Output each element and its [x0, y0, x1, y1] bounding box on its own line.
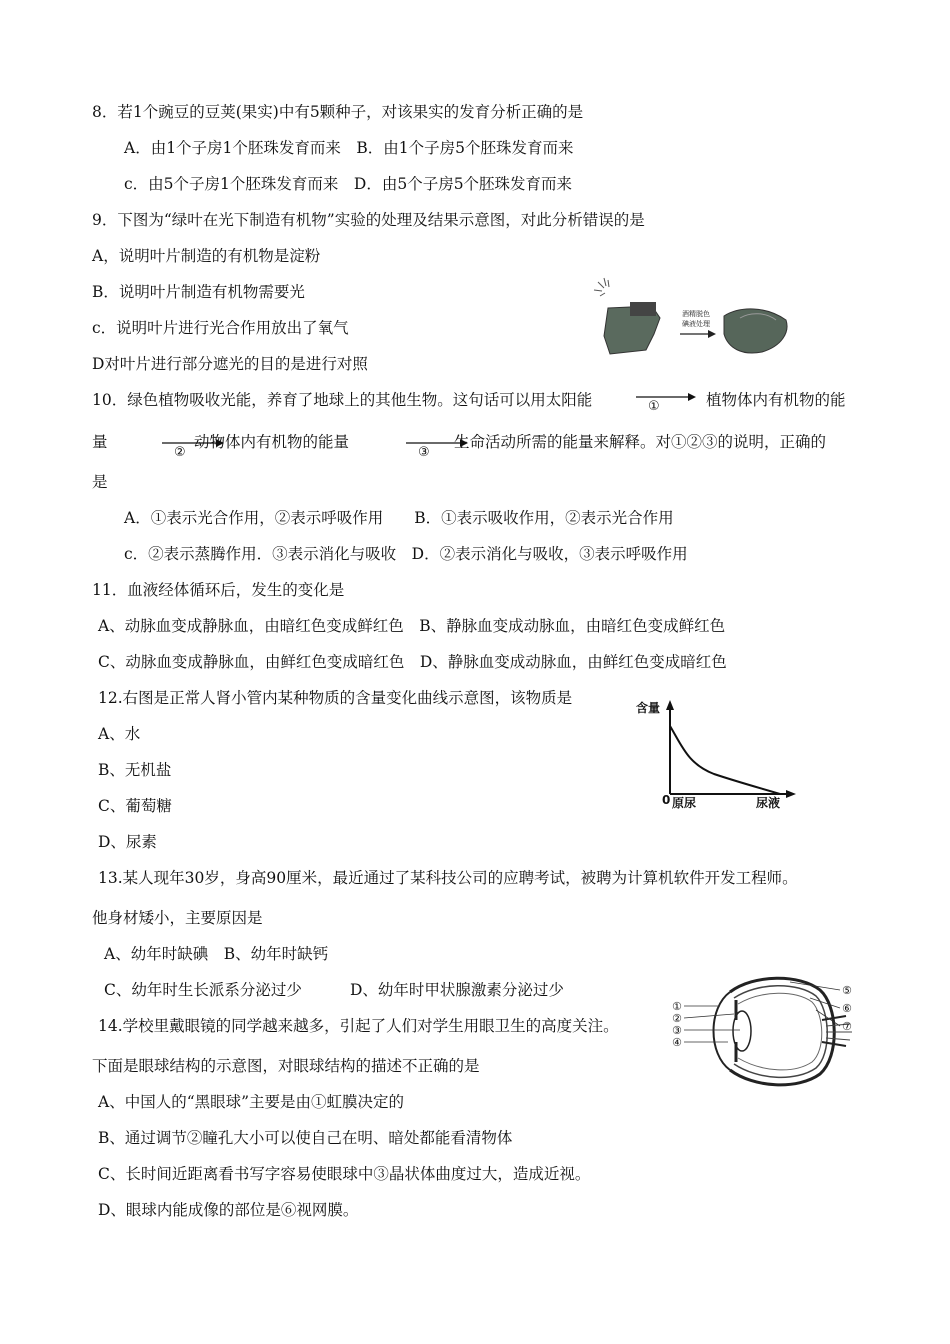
- q14-option-a: A、中国人的“黑眼球”主要是由①虹膜决定的: [98, 1093, 405, 1111]
- kidney-content-chart: [630, 694, 800, 816]
- q13-stem-line2: 他身材矮小，主要原因是: [92, 909, 263, 927]
- q10-stem-b: 植物体内有机物的能: [706, 391, 846, 409]
- q12-option-b: B、无机盐: [98, 761, 172, 779]
- eye-sclera: [730, 978, 834, 1085]
- q9-option-a: A，说明叶片制造的有机物是淀粉: [92, 247, 321, 265]
- q13-options-ab: A、幼年时缺碘 B、幼年时缺钙: [104, 945, 329, 963]
- chart-curve: [670, 726, 780, 794]
- q13-stem-line1: 13.某人现年30岁，身高90厘米，最近通过了某科技公司的应聘考试，被聘为计算机软件开发工程师。: [98, 869, 798, 887]
- q8-stem: 8．若1个豌豆的豆荚(果实)中有5颗种子，对该果实的发育分析正确的是: [92, 103, 584, 121]
- q10-stem-c: 量: [92, 433, 108, 451]
- q9-option-c: c．说明叶片进行光合作用放出了氧气: [92, 319, 349, 337]
- eye-cornea: [714, 992, 731, 1070]
- q12-stem: 12.右图是正常人肾小管内某种物质的含量变化曲线示意图，该物质是: [98, 689, 573, 707]
- eye-label-2: ②: [672, 1012, 682, 1025]
- q12-option-c: C、葡萄糖: [98, 797, 172, 815]
- figure-label-decolor: 酒精脱色: [682, 310, 710, 318]
- q10-stem-f: 是: [92, 473, 108, 491]
- q13-option-d: D、幼年时甲状腺激素分泌过少: [350, 981, 564, 999]
- q9-option-d: D对叶片进行部分遮光的目的是进行对照: [92, 355, 368, 373]
- q11-stem: 11．血液经体循环后，发生的变化是: [92, 581, 345, 599]
- q14-option-d: D、眼球内能成像的部位是⑥视网膜。: [98, 1201, 359, 1219]
- figure-label-iodine: 碘液处理: [682, 320, 710, 328]
- q9-option-b: B．说明叶片制造有机物需要光: [92, 283, 305, 301]
- eye-label-7: ⑦: [842, 1020, 852, 1033]
- q10-stem-e: 生命活动所需的能量来解释。对①②③的说明，正确的: [454, 433, 827, 451]
- q8-options-ab: A．由1个子房1个胚珠发育而来 B．由1个子房5个胚珠发育而来: [124, 139, 574, 157]
- q14-option-b: B、通过调节②瞳孔大小可以使自己在明、暗处都能看清物体: [98, 1129, 513, 1147]
- q11-options-ab: A、动脉血变成静脉血，由暗红色变成鲜红色 B、静脉血变成动脉血，由暗红色变成鲜红色: [98, 617, 726, 635]
- arrow-1-label: ①: [648, 399, 660, 412]
- q10-stem-a: 10．绿色植物吸收光能，养育了地球上的其他生物。这句话可以用太阳能: [92, 391, 593, 409]
- eye-label-1: ①: [672, 1000, 682, 1013]
- arrow-3-label: ③: [418, 445, 430, 458]
- eyeball-diagram: [670, 970, 860, 1092]
- q13-option-c: C、幼年时生长派系分泌过少: [104, 981, 302, 999]
- q10-options-ab: A．①表示光合作用，②表示呼吸作用 B．①表示吸收作用，②表示光合作用: [124, 509, 674, 527]
- arrow-1: [634, 388, 698, 412]
- q14-option-c: C、长时间近距离看书写字容易使眼球中③晶状体曲度过大，造成近视。: [98, 1165, 591, 1183]
- q14-stem-line1: 14.学校里戴眼镜的同学越来越多，引起了人们对学生用眼卫生的高度关注。: [98, 1017, 619, 1035]
- q11-options-cd: C、动脉血变成静脉血，由鲜红色变成暗红色 D、静脉血变成动脉血，由鲜红色变成暗红色: [98, 653, 727, 671]
- eye-lens: [733, 1011, 751, 1051]
- eye-label-4: ④: [672, 1036, 682, 1049]
- q12-option-a: A、水: [98, 725, 141, 743]
- eye-label-6: ⑥: [842, 1002, 852, 1015]
- eye-label-5: ⑤: [842, 984, 852, 997]
- q8-options-cd: c．由5个子房1个胚珠发育而来 D．由5个子房5个胚珠发育而来: [124, 175, 573, 193]
- q12-option-d: D、尿素: [98, 833, 157, 851]
- chart-origin: 0: [662, 793, 671, 807]
- arrow-2-label: ②: [174, 445, 186, 458]
- eye-label-3: ③: [672, 1024, 682, 1037]
- chart-y-label: 含量: [636, 701, 661, 715]
- q14-stem-line2: 下面是眼球结构的示意图，对眼球结构的描述不正确的是: [92, 1057, 480, 1075]
- leaf-after: [724, 309, 787, 353]
- q10-options-cd: c．②表示蒸腾作用．③表示消化与吸收 D．②表示消化与吸收，③表示呼吸作用: [124, 545, 688, 563]
- leaf-experiment-figure: [590, 276, 800, 362]
- chart-x-label-1: 原尿: [672, 796, 697, 810]
- q9-stem: 9．下图为“绿叶在光下制造有机物”实验的处理及结果示意图，对此分析错误的是: [92, 211, 645, 229]
- sun-icon: [594, 278, 609, 296]
- chart-x-label-2: 尿液: [756, 796, 781, 810]
- q10-stem-d: 动物体内有机物的能量: [194, 433, 350, 451]
- shade-cover: [630, 302, 656, 316]
